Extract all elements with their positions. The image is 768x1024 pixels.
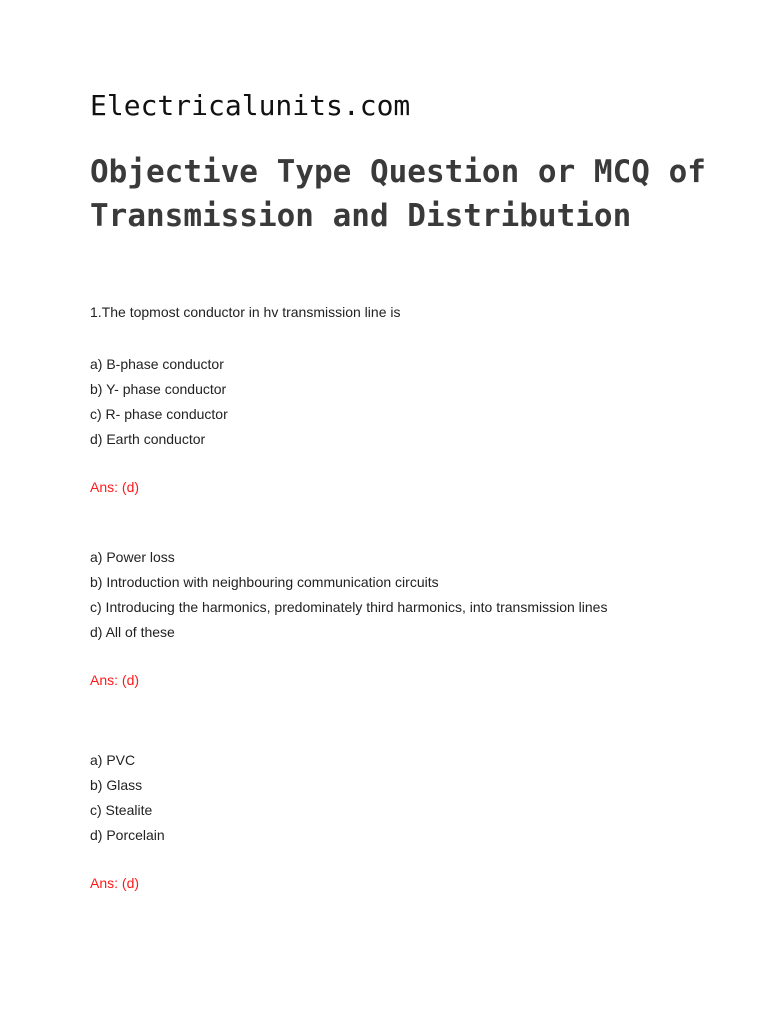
question-block-3 <box>90 748 730 893</box>
question-text: 1.The topmost conductor in hv transmission line is <box>90 304 401 320</box>
option-c: c) Introducing the harmonics, predominately third harmonics, into transmission lines <box>90 599 608 615</box>
question-block-1 <box>90 302 730 497</box>
option-b: b) Introduction with neighbouring communication circuits <box>90 574 439 590</box>
answer-text: Ans: (d) <box>90 672 140 688</box>
option-b: b) Glass <box>90 777 143 793</box>
option-a: a) Power loss <box>90 549 175 565</box>
question-block-2 <box>90 545 730 690</box>
option-b: b) Y- phase conductor <box>90 381 227 397</box>
option-d: d) Earth conductor <box>90 431 206 447</box>
option-a: a) B-phase conductor <box>90 356 224 372</box>
option-c: c) R- phase conductor <box>90 406 228 422</box>
answer-text: Ans: (d) <box>90 479 140 495</box>
option-a: a) PVC <box>90 752 136 768</box>
answer-text: Ans: (d) <box>90 875 140 891</box>
option-c: c) Stealite <box>90 802 153 818</box>
document-heading: Objective Type Question or MCQ of Transmission and Distribution <box>90 154 706 234</box>
option-d: d) Porcelain <box>90 827 165 843</box>
site-title: Electricalunits.com <box>90 89 411 122</box>
option-d: d) All of these <box>90 624 175 640</box>
